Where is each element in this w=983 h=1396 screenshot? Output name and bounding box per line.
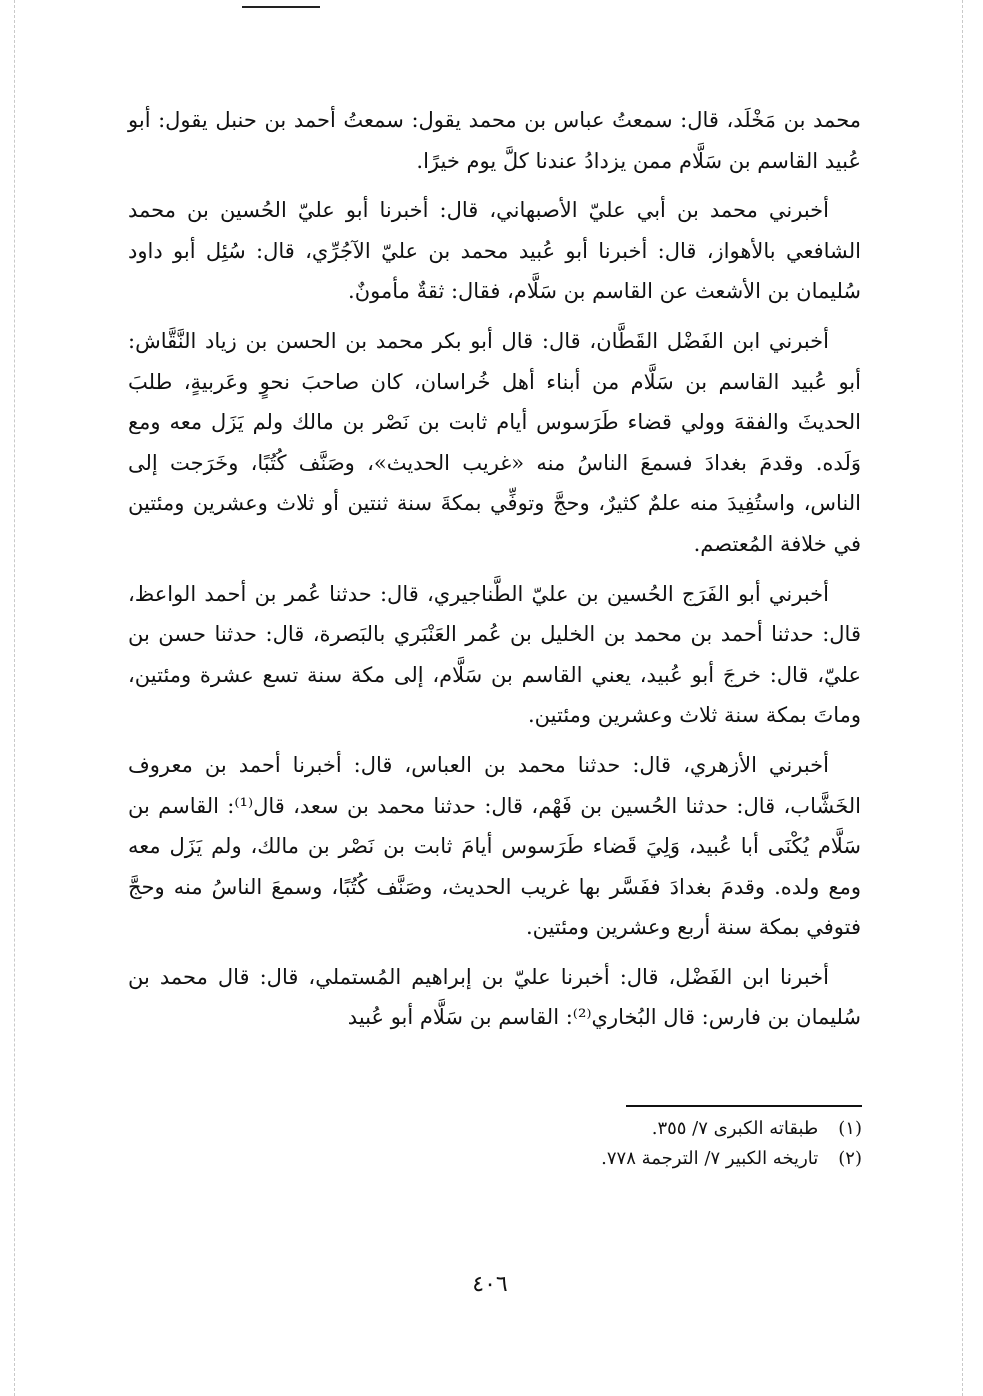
footnotes (500, 1114, 862, 1174)
paragraph-2: أخبرني محمد بن أبي عليّ الأصبهاني، قال: أخبرنا أبو عليّ الحُسين بن محمد الشافعي بالأهواز، قال: أخبرنا أبو عُبيد محمد بن عليّ الآجُرِّي، قال: سُئِل أبو داود سُليمان بن الأشعث عن القاسم بن سَلَّام، فقال: ثقةٌ مأمونٌ. (128, 198, 861, 304)
footnote-2 (500, 1144, 862, 1174)
paragraph-3: أخبرني ابن الفَضْل القَطَّان، قال: قال أبو بكر محمد بن الحسن بن زياد النَّقَّاش: أبو عُبيد القاسم بن سَلَّام من أبناء أهل خُراسان، كان صاحبَ نحوٍ وعَربيةٍ، طلبَ الحديثَ والفقهَ وولي قضاء طَرَسوس أيام ثابت بن نَصْر بن مالك ولم يَزَل معه ومع وَلَده. وقدمَ بغدادَ فسمعَ الناسُ منه «غريب الحديث»، وصَنَّف كُتُبًا، وخَرَجت إلى الناس، واستُفِيدَ منه علمٌ كثيرٌ، وحجَّ وتوفِّي بمكةَ سنة ثنتين أو ثلاث وعشرين ومئتين في خلافة المُعتصم. (128, 328, 861, 556)
top-rule (242, 6, 320, 8)
paragraph-5: أخبرني الأزهري، قال: حدثنا محمد بن العباس، قال: أخبرنا أحمد بن معروف الخَشَّاب، قال: حدثنا الحُسين بن فَهْم، قال: حدثنا محمد بن سعد، قال⁽¹⁾: القاسم بن سَلَّام يُكْنَى أبا عُبيد، وَلِيَ قَضاء طَرَسوس أيامَ ثابت بن نَصْر بن مالك، ولم يَزَل معه ومع ولده. وقدمَ بغدادَ ففَسَّر بها غريب الحديث، وصَنَّف كُتُبًا، وسمعَ الناسُ منه وحجَّ فتوفي بمكة سنة أربع وعشرين ومئتين. (128, 752, 861, 940)
main-text (128, 100, 861, 1047)
scan-edge-right (962, 0, 963, 1396)
scan-edge-left (14, 0, 15, 1396)
footnote-separator (626, 1105, 862, 1107)
footnote-text: طبقاته الكبرى ٧/ ٣٥٥. (651, 1118, 819, 1139)
paragraph-4: أخبرني أبو الفَرَج الحُسين بن عليّ الطَّناجيري، قال: حدثنا عُمر بن أحمد الواعظ، قال: حدثنا أحمد بن محمد بن الخليل بن عُمر العَنْبَري بالبَصرة، قال: حدثنا حسن بن عليّ، قال: خرجَ أبو عُبيد، يعني القاسم بن سَلَّام، إلى مكة سنة تسع عشرة ومئتين، وماتَ بمكة سنة ثلاث وعشرين ومئتين. (128, 581, 861, 728)
footnote-number: (١) (838, 1118, 862, 1139)
footnote-text: تاريخه الكبير ٧/ الترجمة ٧٧٨. (601, 1148, 819, 1169)
page-number: ٤٠٦ (472, 1272, 508, 1297)
paragraph-1: محمد بن مَخْلَد، قال: سمعتُ عباس بن محمد يقول: سمعتُ أحمد بن حنبل يقول: أبو عُبيد القاسم بن سَلَّام ممن يزدادُ عندنا كلَّ يوم خيرًا. (128, 108, 861, 173)
footnote-1 (500, 1114, 862, 1144)
footnote-number: (٢) (838, 1148, 862, 1169)
paragraph-6: أخبرنا ابن الفَضْل، قال: أخبرنا عليّ بن إبراهيم المُستملي، قال: قال محمد بن سُليمان بن فارس: قال البُخاري⁽²⁾: القاسم بن سَلَّام أبو عُبيد (128, 964, 861, 1030)
